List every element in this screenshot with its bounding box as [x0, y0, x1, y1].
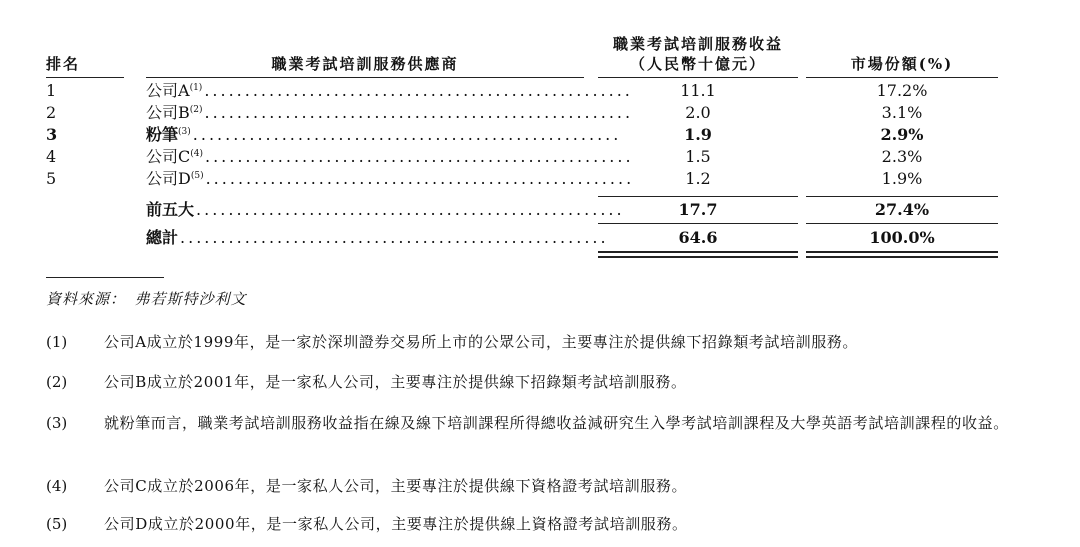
revenue-cell: 2.0 [685, 103, 711, 122]
footnote-text: 公司D成立於2000年，是一家私人公司，主要專注於提供線上資格證考試培訓服務。 [104, 515, 688, 533]
subtotal-label: 前五大 [146, 200, 195, 219]
provider-cell: 公司$C^{(4)}$ ..................................................... [146, 147, 634, 166]
total-label-cell: 總計 ..................................................... [146, 228, 609, 247]
rank-cell: 2 [46, 103, 57, 122]
footnote-number: (5) [46, 515, 68, 533]
header-revenue-line2: （人民幣十億元） [629, 55, 766, 73]
revenue-cell: 1.2 [685, 169, 711, 188]
provider-name: 粉筆 [146, 125, 179, 144]
provider-cell: 公司$A^{(1)}$ ..................................................... [146, 81, 633, 100]
total-share: 100.0% [869, 228, 935, 247]
header-rule-provider [146, 77, 584, 78]
footnote-number: (4) [46, 477, 68, 495]
provider-name: 公司D [146, 169, 191, 188]
footnote-ref: (3) [178, 127, 191, 137]
share-cell: 2.9% [880, 125, 924, 144]
provider-cell: 公司$B^{(2)}$ ..................................................... [146, 103, 634, 122]
header-rule-revenue [598, 77, 798, 78]
footnote-number: (3) [46, 414, 68, 432]
footnote-number: (2) [46, 373, 68, 391]
double-rule-share-top [806, 251, 998, 253]
rank-cell: 1 [46, 81, 57, 100]
header-rule-rank [46, 77, 124, 78]
share-cell: 17.2% [876, 81, 928, 100]
footnote-text: 公司B成立於2001年，是一家私人公司，主要專注於提供線下招錄類考試培訓服務。 [104, 373, 687, 391]
footnote-text: 就粉筆而言，職業考試培訓服務收益指在線及線下培訓課程所得總收益減研究生入學考試培訓課程及大學英語考試培訓課程的收益。 [104, 414, 1009, 432]
footnote-ref: (5) [190, 171, 204, 181]
total-label: 總計 [146, 228, 179, 247]
revenue-cell: 1.5 [685, 147, 711, 166]
share-cell: 3.1% [881, 103, 923, 122]
rule-top5-share [806, 196, 998, 197]
share-cell: 2.3% [881, 147, 923, 166]
footnote-text: 公司C成立於2006年，是一家私人公司，主要專注於提供線下資格證考試培訓服務。 [104, 477, 688, 495]
footnote-ref: (1) [189, 83, 203, 93]
footnote-ref: (2) [189, 105, 203, 115]
subtotal-label-cell: 前五大 ..................................................... [146, 200, 625, 219]
source-line: 資料來源： 弗若斯特沙利文 [46, 290, 247, 308]
header-revenue-line1: 職業考試培訓服務收益 [612, 35, 783, 53]
footnote-number: (1) [46, 333, 68, 351]
provider-name: 公司C [146, 147, 191, 166]
footnote-separator [46, 277, 164, 278]
rank-cell: 3 [46, 125, 58, 144]
revenue-cell: 11.1 [680, 81, 716, 100]
header-provider: 職業考試培訓服務供應商 [271, 55, 459, 73]
share-cell: 1.9% [881, 169, 923, 188]
rank-cell: 4 [46, 147, 57, 166]
footnote-ref: (4) [190, 149, 203, 159]
rule-total-share [806, 223, 998, 224]
total-revenue: 64.6 [678, 228, 718, 247]
rule-total-revenue [598, 223, 798, 224]
provider-name: 公司B [146, 103, 190, 122]
provider-name: 公司A [146, 81, 190, 100]
header-rank: 排名 [46, 55, 81, 73]
rank-cell: 5 [46, 169, 57, 188]
subtotal-share: 27.4% [874, 200, 930, 219]
provider-cell: 粉筆$^{(3)}$ ..................................................... [146, 125, 622, 144]
rule-top5-revenue [598, 196, 798, 197]
double-rule-revenue-top [598, 251, 798, 253]
header-share: 市場份額(%) [850, 55, 954, 73]
double-rule-share-bottom [806, 256, 998, 258]
provider-cell: 公司$D^{(5)}$ ..................................................... [146, 169, 635, 188]
footnote-text: 公司A成立於1999年，是一家於深圳證券交易所上市的公眾公司，主要專注於提供線下招錄類考試培訓服務。 [104, 333, 859, 351]
header-rule-share [806, 77, 998, 78]
revenue-cell: 1.9 [684, 125, 712, 144]
double-rule-revenue-bottom [598, 256, 798, 258]
subtotal-revenue: 17.7 [678, 200, 718, 219]
